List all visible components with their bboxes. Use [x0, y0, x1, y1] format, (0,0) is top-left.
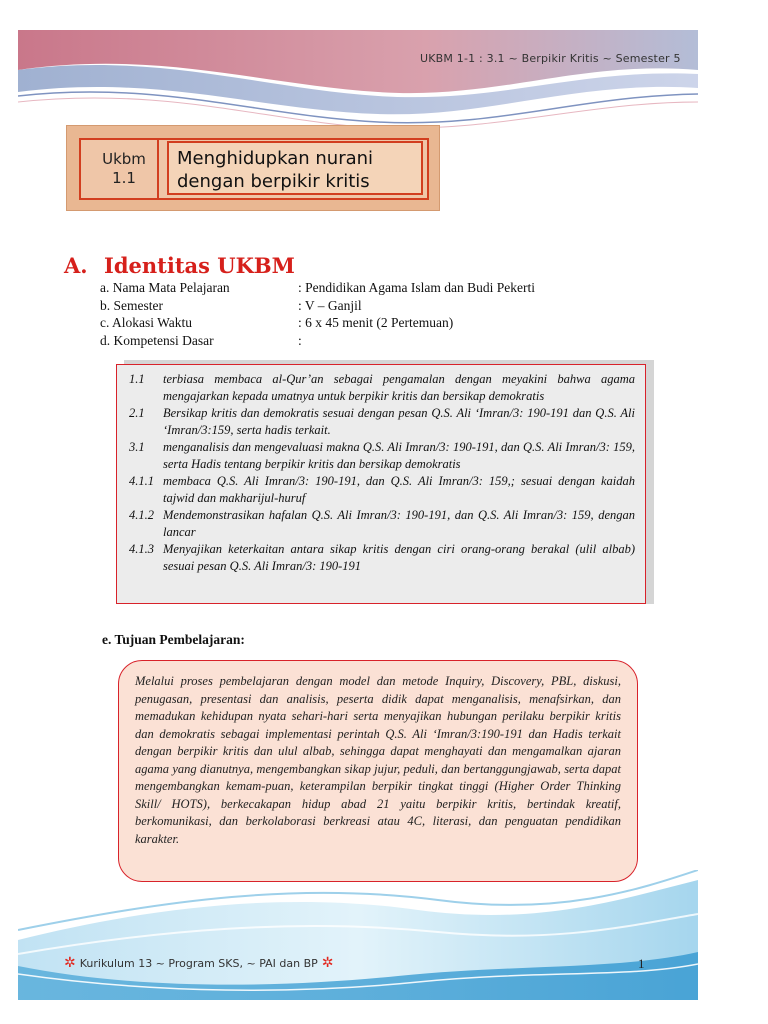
tujuan-box [118, 660, 638, 882]
ukbm-label [93, 150, 155, 188]
ukbm-title [177, 147, 373, 193]
section-heading [64, 253, 295, 278]
kompetensi-number: 4.1.2 [129, 508, 154, 522]
ukbm-title-line-1: Menghidupkan nurani [177, 148, 374, 169]
kompetensi-text: membaca Q.S. Ali Imran/3: 190-191, dan Q.S. Ali Imran/3: 159,; sesuai dengan kaidah tajwid dan makharijul-huruf [163, 474, 635, 505]
identity-row [100, 297, 535, 315]
identity-value: : 6 x 45 menit (2 Pertemuan) [298, 315, 454, 330]
kompetensi-item [129, 439, 635, 473]
identity-value: : Pendidikan Agama Islam dan Budi Pekerti [298, 280, 535, 295]
identity-value: : [298, 332, 302, 348]
kompetensi-dasar-box [116, 364, 646, 604]
kompetensi-text: terbiasa membaca al-Qur’an sebagai pengamalan dengan meyakini bahwa agama mengajarkan kepada umatnya untuk berpikir kritis dan bersikap demokratis [163, 372, 635, 403]
kompetensi-item [129, 371, 635, 405]
page-number: 1 [638, 956, 645, 971]
title-divider [157, 140, 159, 198]
kompetensi-text: Bersikap kritis dan demokratis sesuai dengan pesan Q.S. Ali ‘Imran/3: 190-191 dan Q.S. Ali ‘Imran/3:159, serta hadis terkait. [163, 406, 635, 437]
footer-text: Kurikulum 13 ~ Program SKS, ~ PAI dan BP [79, 956, 318, 970]
ukbm-title-panel [167, 141, 423, 195]
section-title: Identitas UKBM [104, 253, 295, 278]
kompetensi-number: 4.1.3 [129, 542, 154, 556]
header-wave-decoration [18, 30, 698, 130]
identity-label: b. Semester [100, 297, 163, 313]
kompetensi-item [129, 405, 635, 439]
identity-row [100, 314, 535, 332]
running-header: UKBM 1-1 : 3.1 ~ Berpikir Kritis ~ Semester 5 [420, 52, 681, 65]
kompetensi-text: menganalisis dan mengevaluasi makna Q.S. Ali Imran/3: 190-191, dan Q.S. Ali Imran/3: 159, serta Hadis tentang berpikir kritis dan bersikap demokratis [163, 440, 635, 471]
kompetensi-item [129, 541, 635, 575]
kompetensi-text: Mendemonstrasikan hafalan Q.S. Ali Imran/3: 190-191, dan Q.S. Ali Imran/3: 159, dengan lancar [163, 508, 635, 539]
footer-wave-decoration [18, 870, 698, 1000]
star-icon: ✲ [64, 955, 76, 971]
identity-label: c. Alokasi Waktu [100, 315, 193, 330]
kompetensi-text: Menyajikan keterkaitan antara sikap kritis dengan ciri orang-orang berakal (ulil albab) sesuai pesan Q.S. Ali Imran/3: 190-191 [163, 542, 635, 573]
kompetensi-list [129, 371, 635, 575]
identity-row [100, 279, 535, 297]
ukbm-title-box [66, 125, 440, 211]
title-frame [79, 138, 429, 200]
ukbm-label-number: 1.1 [112, 169, 136, 187]
identity-list [100, 279, 535, 349]
identity-label: a. Nama Mata Pelajaran [100, 280, 230, 295]
identity-label: d. Kompetensi Dasar [100, 332, 214, 348]
kompetensi-number: 1.1 [129, 372, 145, 386]
kompetensi-number: 3.1 [129, 440, 145, 454]
tujuan-label: e. Tujuan Pembelajaran: [102, 632, 245, 647]
footer [64, 955, 334, 971]
kompetensi-item [129, 507, 635, 541]
kompetensi-number: 2.1 [129, 406, 145, 420]
kompetensi-number: 4.1.1 [129, 474, 154, 488]
identity-value: : V – Ganjil [298, 297, 362, 313]
identity-row [100, 332, 535, 350]
ukbm-title-line-2: dengan berpikir kritis [177, 171, 370, 192]
section-letter: A. [64, 253, 88, 278]
star-icon: ✲ [321, 955, 334, 971]
tujuan-text: Melalui proses pembelajaran dengan model dan metode Inquiry, Discovery, PBL, diskusi, penugasan, presentasi dan analisis, peserta didik dapat menganalisis, menafsirkan, dan memadukan kehidupan nyata sehari-hari serta menyajikan hubungan perilaku berpikir kritis dan demokratis sebagai implementasi perintah Q.S. Ali ‘Imran/3:190-191 dan Hadis terkait dengan berpikir kritis dan ulul albab, sehingga dapat menghayati dan mengamalkan ajaran agama yang dianutnya, mengembangkan sikap jujur, peduli, dan bertanggungjawab, serta dapat mengembangkan kemam-puan, keterampilan berpikir tingkat tinggi (Higher Order Thinking Skill/ HOTS), berkecakapan hidup abad 21 yaitu berpikir kritis, bertindak kreatif, berkomunikasi, dan berkolaborasi berkreasi atau 4C, literasi, dan penguatan pendidikan karakter. [135, 674, 621, 846]
ukbm-label-word: Ukbm [102, 150, 146, 168]
kompetensi-item [129, 473, 635, 507]
